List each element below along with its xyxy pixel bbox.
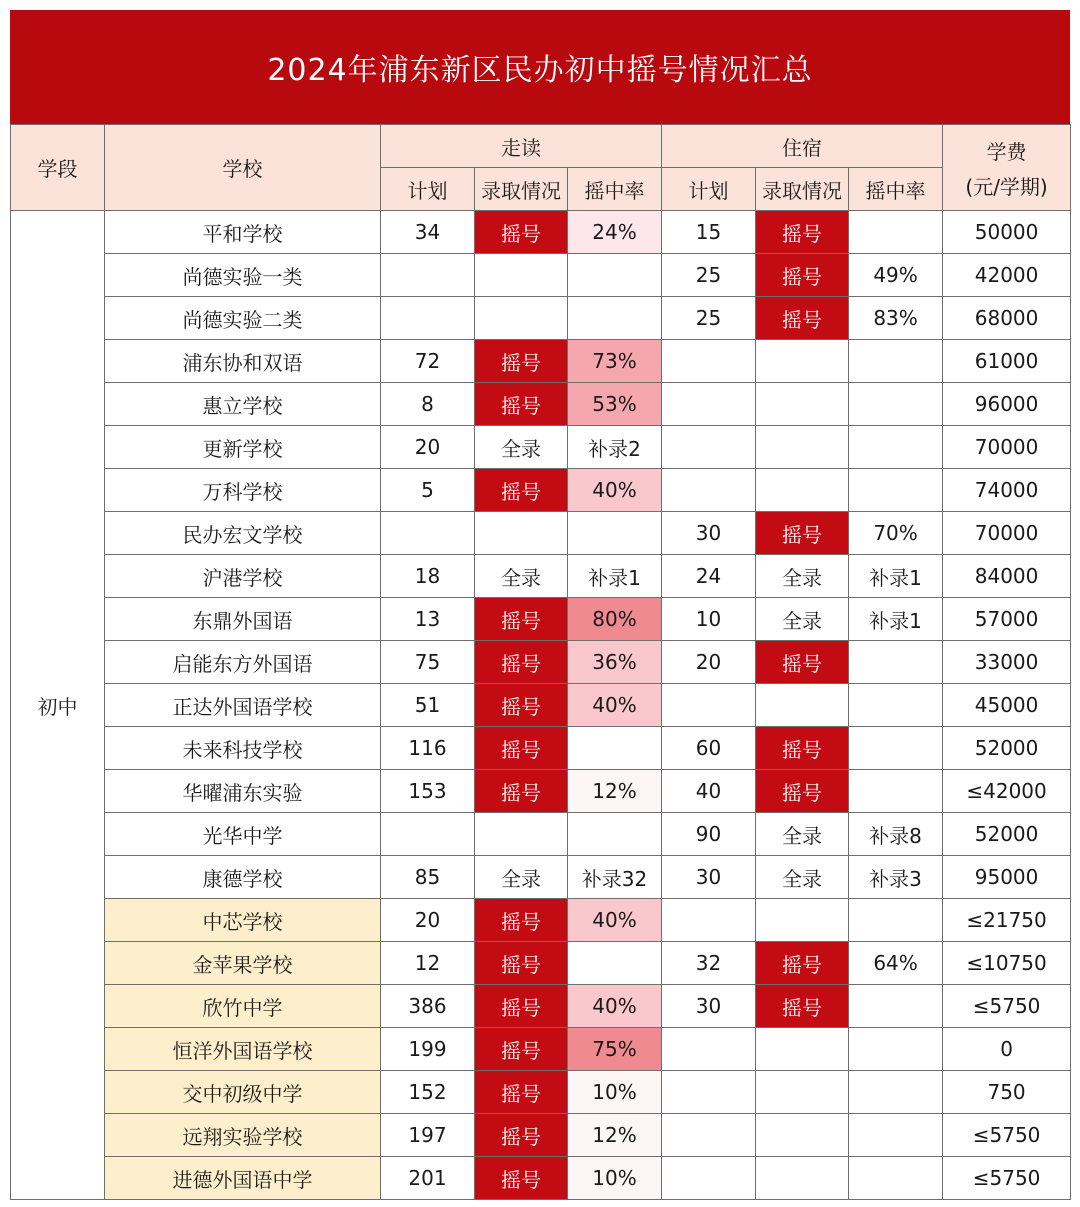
walk-plan-cell: 13 [381,598,475,641]
school-name-cell: 更新学校 [105,426,381,469]
walk-plan-cell: 34 [381,211,475,254]
board-plan-cell [662,1157,756,1200]
walk-plan-cell [381,297,475,340]
board-plan-cell: 15 [662,211,756,254]
walk-rate-cell: 40% [568,899,662,942]
fee-cell: ≤42000 [943,770,1071,813]
walk-rate-cell: 12% [568,770,662,813]
school-name-cell: 康德学校 [105,856,381,899]
walk-admission-cell: 摇号 [475,383,568,426]
board-admission-cell: 摇号 [756,770,849,813]
fee-cell: 33000 [943,641,1071,684]
board-rate-cell [849,684,943,727]
board-plan-cell: 25 [662,254,756,297]
fee-cell: 95000 [943,856,1071,899]
fee-cell: 750 [943,1071,1071,1114]
board-rate-cell [849,1071,943,1114]
table-row [11,1157,1071,1200]
walk-rate-cell: 80% [568,598,662,641]
walk-admission-cell: 摇号 [475,684,568,727]
school-name-cell: 尚德实验一类 [105,254,381,297]
fee-cell: ≤5750 [943,1114,1071,1157]
board-rate-cell: 70% [849,512,943,555]
board-plan-cell [662,899,756,942]
walk-admission-cell: 全录 [475,555,568,598]
walk-plan-cell: 116 [381,727,475,770]
board-admission-cell: 摇号 [756,254,849,297]
board-admission-cell: 摇号 [756,641,849,684]
board-admission-cell [756,899,849,942]
lottery-summary-table [10,124,1071,1200]
board-plan-cell [662,426,756,469]
board-plan-cell: 20 [662,641,756,684]
table-row [11,297,1071,340]
header-board: 住宿 [662,125,943,168]
table-row [11,254,1071,297]
fee-cell: 52000 [943,727,1071,770]
header-fee-line2: (元/学期) [965,174,1048,199]
board-admission-cell: 全录 [756,555,849,598]
board-rate-cell [849,770,943,813]
fee-cell: ≤5750 [943,985,1071,1028]
walk-plan-cell: 201 [381,1157,475,1200]
board-rate-cell: 补录1 [849,555,943,598]
board-plan-cell: 30 [662,856,756,899]
walk-plan-cell: 85 [381,856,475,899]
walk-admission-cell: 摇号 [475,985,568,1028]
walk-plan-cell: 5 [381,469,475,512]
board-plan-cell [662,383,756,426]
school-name-cell: 浦东协和双语 [105,340,381,383]
walk-rate-cell [568,813,662,856]
board-plan-cell: 40 [662,770,756,813]
school-name-cell: 启能东方外国语 [105,641,381,684]
board-admission-cell: 摇号 [756,985,849,1028]
board-admission-cell [756,1157,849,1200]
board-rate-cell [849,985,943,1028]
school-name-cell: 进德外国语中学 [105,1157,381,1200]
walk-rate-cell [568,297,662,340]
board-admission-cell: 摇号 [756,297,849,340]
board-admission-cell [756,383,849,426]
board-admission-cell: 全录 [756,598,849,641]
walk-plan-cell: 386 [381,985,475,1028]
board-plan-cell: 24 [662,555,756,598]
walk-plan-cell: 12 [381,942,475,985]
fee-cell: 0 [943,1028,1071,1071]
walk-plan-cell: 197 [381,1114,475,1157]
table-row [11,340,1071,383]
fee-cell: 96000 [943,383,1071,426]
walk-rate-cell [568,942,662,985]
walk-plan-cell: 152 [381,1071,475,1114]
board-admission-cell: 摇号 [756,942,849,985]
walk-rate-cell: 53% [568,383,662,426]
table-row [11,684,1071,727]
board-admission-cell [756,469,849,512]
board-rate-cell [849,211,943,254]
fee-cell: 45000 [943,684,1071,727]
school-name-cell: 交中初级中学 [105,1071,381,1114]
school-name-cell: 欣竹中学 [105,985,381,1028]
board-plan-cell [662,1114,756,1157]
school-name-cell: 未来科技学校 [105,727,381,770]
walk-admission-cell: 摇号 [475,942,568,985]
walk-admission-cell: 摇号 [475,340,568,383]
walk-admission-cell: 摇号 [475,1114,568,1157]
board-plan-cell: 30 [662,985,756,1028]
board-rate-cell [849,340,943,383]
header-board-plan: 计划 [662,168,756,211]
school-name-cell: 恒洋外国语学校 [105,1028,381,1071]
board-admission-cell [756,684,849,727]
school-name-cell: 远翔实验学校 [105,1114,381,1157]
walk-admission-cell [475,813,568,856]
walk-rate-cell [568,254,662,297]
board-admission-cell: 摇号 [756,727,849,770]
walk-plan-cell: 18 [381,555,475,598]
fee-cell: 68000 [943,297,1071,340]
walk-admission-cell [475,254,568,297]
fee-cell: 57000 [943,598,1071,641]
board-admission-cell [756,1114,849,1157]
walk-plan-cell: 20 [381,899,475,942]
walk-admission-cell: 摇号 [475,641,568,684]
table-row [11,469,1071,512]
walk-rate-cell [568,727,662,770]
fee-cell: 74000 [943,469,1071,512]
header-board-admission: 录取情况 [756,168,849,211]
header-board-rate: 摇中率 [849,168,943,211]
board-rate-cell: 49% [849,254,943,297]
board-plan-cell [662,469,756,512]
board-plan-cell: 25 [662,297,756,340]
table-body [11,211,1071,1200]
walk-rate-cell: 10% [568,1071,662,1114]
header-fee-line1: 学费 [986,139,1027,164]
table-row [11,813,1071,856]
walk-rate-cell: 40% [568,985,662,1028]
school-name-cell: 正达外国语学校 [105,684,381,727]
board-admission-cell [756,426,849,469]
header-walk-rate: 摇中率 [568,168,662,211]
walk-plan-cell: 72 [381,340,475,383]
fee-cell: 84000 [943,555,1071,598]
board-admission-cell [756,340,849,383]
board-rate-cell [849,727,943,770]
board-plan-cell: 90 [662,813,756,856]
table-row [11,770,1071,813]
walk-admission-cell: 摇号 [475,770,568,813]
fee-cell: ≤5750 [943,1157,1071,1200]
walk-rate-cell: 12% [568,1114,662,1157]
walk-plan-cell [381,813,475,856]
walk-admission-cell: 摇号 [475,899,568,942]
walk-rate-cell: 40% [568,684,662,727]
board-rate-cell [849,899,943,942]
board-plan-cell [662,1028,756,1071]
school-name-cell: 民办宏文学校 [105,512,381,555]
board-rate-cell [849,1114,943,1157]
board-admission-cell: 全录 [756,813,849,856]
walk-plan-cell: 8 [381,383,475,426]
fee-cell: 61000 [943,340,1071,383]
table-row [11,598,1071,641]
walk-rate-cell: 24% [568,211,662,254]
walk-admission-cell: 摇号 [475,469,568,512]
walk-admission-cell: 摇号 [475,1071,568,1114]
table-row [11,426,1071,469]
walk-admission-cell: 摇号 [475,727,568,770]
table-row [11,942,1071,985]
school-name-cell: 东鼎外国语 [105,598,381,641]
school-name-cell: 惠立学校 [105,383,381,426]
school-name-cell: 沪港学校 [105,555,381,598]
board-rate-cell [849,641,943,684]
board-admission-cell: 摇号 [756,211,849,254]
walk-admission-cell [475,512,568,555]
walk-rate-cell [568,512,662,555]
table-row [11,512,1071,555]
board-rate-cell: 补录8 [849,813,943,856]
board-admission-cell [756,1071,849,1114]
board-rate-cell [849,426,943,469]
walk-plan-cell [381,254,475,297]
board-plan-cell: 32 [662,942,756,985]
walk-admission-cell: 摇号 [475,211,568,254]
walk-admission-cell [475,297,568,340]
board-plan-cell [662,684,756,727]
school-name-cell: 光华中学 [105,813,381,856]
board-rate-cell [849,383,943,426]
board-rate-cell: 64% [849,942,943,985]
fee-cell: 70000 [943,512,1071,555]
table-row [11,211,1071,254]
board-admission-cell [756,1028,849,1071]
table-row [11,1114,1071,1157]
board-rate-cell [849,1028,943,1071]
header-walk-plan: 计划 [381,168,475,211]
school-name-cell: 平和学校 [105,211,381,254]
school-name-cell: 金苹果学校 [105,942,381,985]
board-rate-cell [849,1157,943,1200]
board-plan-cell [662,340,756,383]
table-row [11,727,1071,770]
table-row [11,1071,1071,1114]
walk-rate-cell: 73% [568,340,662,383]
school-name-cell: 华曜浦东实验 [105,770,381,813]
title-bar [10,10,1070,124]
walk-plan-cell: 20 [381,426,475,469]
board-plan-cell: 30 [662,512,756,555]
walk-rate-cell: 补录1 [568,555,662,598]
walk-admission-cell: 摇号 [475,1157,568,1200]
fee-cell: 42000 [943,254,1071,297]
header-walk-admission: 录取情况 [475,168,568,211]
board-admission-cell: 摇号 [756,512,849,555]
header-fee [943,125,1071,211]
fee-cell: 52000 [943,813,1071,856]
table-row [11,383,1071,426]
segment-cell: 初中 [11,211,105,1200]
board-plan-cell: 10 [662,598,756,641]
school-name-cell: 中芯学校 [105,899,381,942]
walk-admission-cell: 摇号 [475,1028,568,1071]
walk-admission-cell: 全录 [475,856,568,899]
walk-rate-cell: 75% [568,1028,662,1071]
walk-admission-cell: 摇号 [475,598,568,641]
fee-cell: ≤21750 [943,899,1071,942]
walk-plan-cell [381,512,475,555]
walk-plan-cell: 153 [381,770,475,813]
board-rate-cell: 补录3 [849,856,943,899]
walk-rate-cell: 补录2 [568,426,662,469]
board-rate-cell: 83% [849,297,943,340]
table-row [11,856,1071,899]
board-rate-cell: 补录1 [849,598,943,641]
page-title: 2024年浦东新区民办初中摇号情况汇总 [267,53,813,88]
walk-plan-cell: 199 [381,1028,475,1071]
table-row [11,641,1071,684]
table-row [11,985,1071,1028]
school-name-cell: 尚德实验二类 [105,297,381,340]
table-row [11,1028,1071,1071]
walk-rate-cell: 补录32 [568,856,662,899]
board-plan-cell [662,1071,756,1114]
walk-plan-cell: 75 [381,641,475,684]
school-name-cell: 万科学校 [105,469,381,512]
board-admission-cell: 全录 [756,856,849,899]
walk-rate-cell: 36% [568,641,662,684]
fee-cell: ≤10750 [943,942,1071,985]
walk-rate-cell: 40% [568,469,662,512]
fee-cell: 70000 [943,426,1071,469]
header-segment: 学段 [11,125,105,211]
walk-plan-cell: 51 [381,684,475,727]
header-walk: 走读 [381,125,662,168]
walk-rate-cell: 10% [568,1157,662,1200]
table-row [11,899,1071,942]
fee-cell: 50000 [943,211,1071,254]
table-row [11,555,1071,598]
header-school: 学校 [105,125,381,211]
board-rate-cell [849,469,943,512]
board-plan-cell: 60 [662,727,756,770]
walk-admission-cell: 全录 [475,426,568,469]
